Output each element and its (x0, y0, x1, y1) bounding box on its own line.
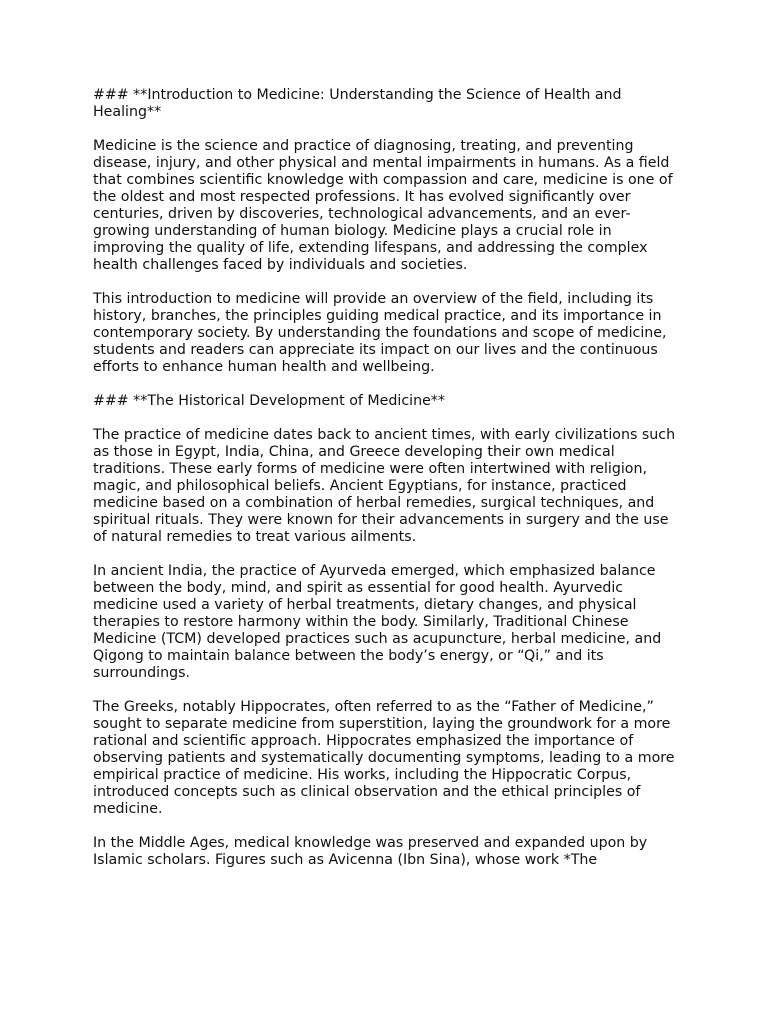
section-heading-introduction: ### **Introduction to Medicine: Understanding the Science of Health and Healing** (93, 87, 622, 120)
paragraph-greeks: The Greeks, notably Hippocrates, often referred to as the “Father of Medicine,” sought to separate medicine from superstition, laying the groundwork for a more rational and scientific approach. Hippocrates emphasized the importance of observing patients and systematically documenting symptoms, leading to a more empirical practice of medicine. His works, including the Hippocratic Corpus, introduced concepts such as clinical observation and the ethical principles of medicine. (93, 699, 675, 817)
paragraph-overview: This introduction to medicine will provide an overview of the field, including its history, branches, the principles guiding medical practice, and its importance in contemporary society. By understanding the foundations and scope of medicine, students and readers can appreciate its impact on our lives and the continuous efforts to enhance human health and wellbeing. (93, 291, 667, 375)
paragraph-ancient-times: The practice of medicine dates back to ancient times, with early civilizations such as those in Egypt, India, China, and Greece developing their own medical traditions. These early forms of medicine were often intertwined with religion, magic, and philosophical beliefs. Ancient Egyptians, for instance, practiced medicine based on a combination of herbal remedies, surgical techniques, and spiritual rituals. They were known for their advancements in surgery and the use of natural remedies to treat various ailments. (93, 427, 676, 545)
document-body (93, 87, 683, 869)
paragraph-india-china: In ancient India, the practice of Ayurveda emerged, which emphasized balance between the body, mind, and spirit as essential for good health. Ayurvedic medicine used a variety of herbal treatments, dietary changes, and physical therapies to restore harmony within the body. Similarly, Traditional Chinese Medicine (TCM) developed practices such as acupuncture, herbal medicine, and Qigong to maintain balance between the body’s energy, or “Qi,” and its surroundings. (93, 563, 662, 681)
paragraph-middle-ages: In the Middle Ages, medical knowledge was preserved and expanded upon by Islamic scholars. Figures such as Avicenna (Ibn Sina), whose work *The (93, 835, 648, 868)
section-heading-history: ### **The Historical Development of Medicine** (93, 393, 445, 409)
paragraph-definition: Medicine is the science and practice of diagnosing, treating, and preventing disease, injury, and other physical and mental impairments in humans. As a field that combines scientific knowledge with compassion and care, medicine is one of the oldest and most respected professions. It has evolved significantly over centuries, driven by discoveries, technological advancements, and an ever-growing understanding of human biology. Medicine plays a crucial role in improving the quality of life, extending lifespans, and addressing the complex health challenges faced by individuals and societies. (93, 138, 673, 273)
